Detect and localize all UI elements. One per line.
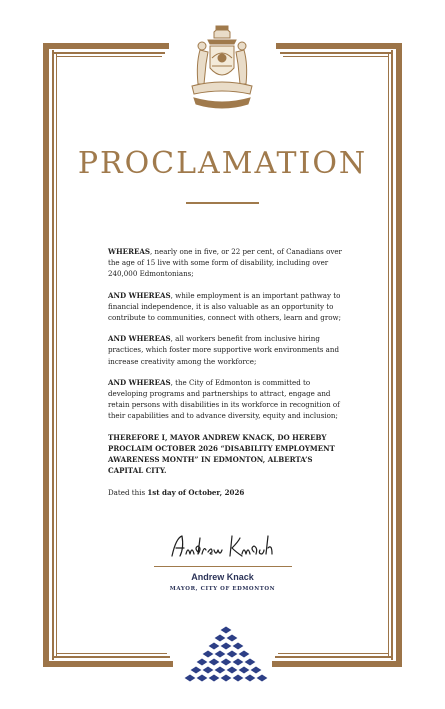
paragraph-text: , nearly one in five, or 22 per cent, of Canadians over the age of 15 live with some form of disability, including over 240,000 Edmontonians;: [108, 247, 342, 279]
pyramid-diamond: [197, 675, 208, 682]
title-divider: [186, 202, 259, 204]
city-pyramid-logo-icon: [184, 626, 268, 682]
paragraph-text: , the City of Edmonton is committed to developing programs and partnerships to attract, engage and retain persons with disabilities in its workforce in recognition of their capabilities and to advance diversity, equity and inclusion;: [108, 378, 340, 421]
pyramid-diamond: [221, 675, 232, 682]
pyramid-diamond: [191, 667, 202, 674]
pyramid-diamond: [197, 659, 208, 666]
paragraph-lead: AND WHEREAS: [108, 378, 171, 388]
proclamation-body: [108, 246, 348, 508]
pyramid-diamond: [227, 667, 238, 674]
signature-line: [154, 566, 292, 567]
page-title: PROCLAMATION: [77, 146, 368, 181]
city-crest-icon: [186, 24, 258, 112]
pyramid-diamond: [227, 635, 238, 642]
dated-prefix: Dated this: [108, 487, 148, 497]
pyramid-diamond: [221, 659, 232, 666]
pyramid-diamond: [227, 651, 238, 658]
pyramid-diamond: [203, 667, 214, 674]
pyramid-diamond: [215, 651, 226, 658]
paragraph-lead: WHEREAS: [108, 247, 151, 256]
pyramid-diamond: [257, 675, 268, 682]
pyramid-diamond: [215, 635, 226, 642]
proclamation-statement: THEREFORE I, MAYOR ANDREW KNACK, DO HEREBY PROCLAIM OCTOBER 2026 “DISABILITY EMPLOYMENT AWARENESS MONTH” IN EDMONTON, ALBERTA’S CAPITAL CITY.: [108, 432, 335, 476]
whereas-paragraph-2: [108, 290, 348, 323]
paragraph-text: , all workers benefit from inclusive hiring practices, which foster more supportive work environments and increase creativity among the workforce;: [108, 334, 340, 366]
pyramid-diamond: [245, 659, 256, 666]
signer-title: MAYOR, CITY OF EDMONTON: [169, 586, 276, 592]
pyramid-diamond: [245, 675, 256, 682]
mayor-signature: [168, 528, 280, 564]
signer-name: Andrew Knack: [191, 572, 254, 582]
pyramid-diamond: [239, 667, 250, 674]
pyramid-diamond: [215, 667, 226, 674]
paragraph-text: , while employment is an important pathway to financial independence, it is also valuable as an opportunity to contribute to communities, connect with others, learn and grow;: [108, 290, 341, 322]
pyramid-diamond: [203, 651, 214, 658]
pyramid-diamond: [209, 659, 220, 666]
paragraph-lead: AND WHEREAS: [108, 290, 171, 300]
pyramid-diamond: [251, 667, 262, 674]
pyramid-diamond: [233, 659, 244, 666]
pyramid-diamond: [221, 627, 232, 634]
pyramid-diamond: [233, 643, 244, 650]
dated-date: 1st day of October, 2026: [147, 487, 245, 497]
pyramid-diamond: [221, 643, 232, 650]
pyramid-diamond: [209, 643, 220, 650]
dated-line: [108, 487, 348, 498]
pyramid-diamond: [185, 675, 196, 682]
whereas-paragraph-3: [108, 333, 348, 366]
pyramid-diamond: [233, 675, 244, 682]
whereas-paragraph-4: [108, 377, 348, 421]
whereas-paragraph-1: [108, 246, 348, 279]
pyramid-diamond: [209, 675, 220, 682]
paragraph-lead: AND WHEREAS: [108, 334, 171, 344]
pyramid-diamond: [239, 651, 250, 658]
